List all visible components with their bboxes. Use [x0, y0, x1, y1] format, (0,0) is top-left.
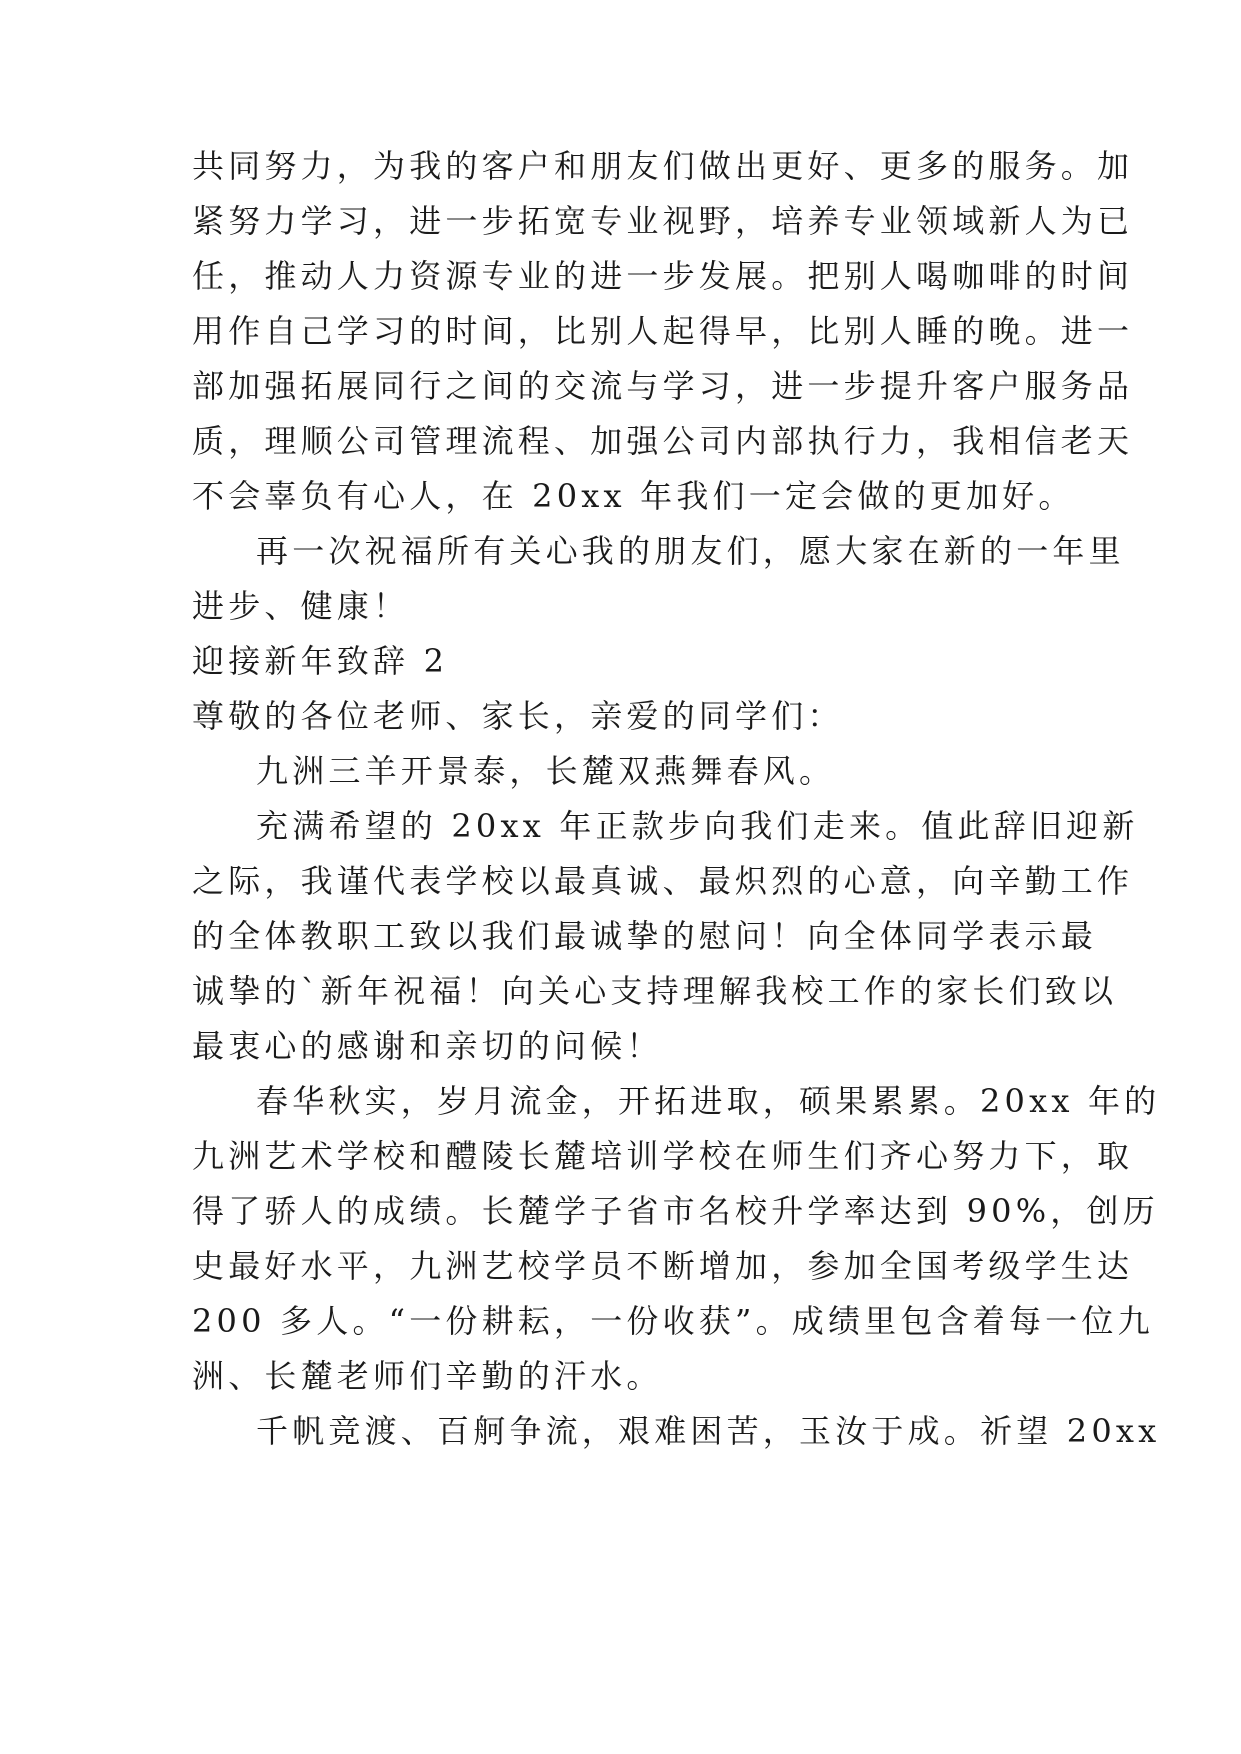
paragraph-line: 九洲三羊开景泰，长麓双燕舞春风。: [256, 752, 836, 790]
paragraph-line: 200 多人。“一份耕耘，一份收获”。成绩里包含着每一位九: [192, 1302, 1154, 1340]
paragraph-line: 洲、长麓老师们辛勤的汗水。: [192, 1357, 663, 1395]
paragraph-line: 史最好水平，九洲艺校学员不断增加，参加全国考级学生达: [192, 1247, 1134, 1285]
paragraph-line: 最衷心的感谢和亲切的问候！: [192, 1027, 663, 1065]
salutation: 尊敬的各位老师、家长，亲爱的同学们：: [192, 697, 844, 735]
paragraph-line: 任，推动人力资源专业的进一步发展。把别人喝咖啡的时间: [192, 257, 1134, 295]
paragraph-line: 再一次祝福所有关心我的朋友们，愿大家在新的一年里: [256, 532, 1125, 570]
paragraph-line: 九洲艺术学校和醴陵长麓培训学校在师生们齐心努力下，取: [192, 1137, 1134, 1175]
paragraph-line: 紧努力学习，进一步拓宽专业视野，培养专业领域新人为已: [192, 202, 1134, 240]
paragraph-line: 共同努力，为我的客户和朋友们做出更好、更多的服务。加: [192, 147, 1134, 185]
paragraph-line: 用作自己学习的时间，比别人起得早，比别人睡的晚。进一: [192, 312, 1134, 350]
paragraph-line: 得了骄人的成绩。长麓学子省市名校升学率达到 90%，创历: [192, 1192, 1159, 1230]
paragraph-line: 进步、健康！: [192, 587, 410, 625]
paragraph-line: 部加强拓展同行之间的交流与学习，进一步提升客户服务品: [192, 367, 1134, 405]
paragraph-line: 不会辜负有心人，在 20xx 年我们一定会做的更加好。: [192, 477, 1075, 515]
paragraph-line: 诚挚的`新年祝福！向关心支持理解我校工作的家长们致以: [192, 972, 1118, 1010]
section-heading: 迎接新年致辞 2: [192, 642, 449, 680]
paragraph-line: 充满希望的 20xx 年正款步向我们走来。值此辞旧迎新: [256, 807, 1139, 845]
paragraph-line: 春华秋实，岁月流金，开拓进取，硕果累累。20xx 年的: [256, 1082, 1161, 1120]
paragraph-line: 千帆竞渡、百舸争流，艰难困苦，玉汝于成。祈望 20xx: [256, 1412, 1161, 1450]
paragraph-line: 之际，我谨代表学校以最真诚、最炽烈的心意，向辛勤工作: [192, 862, 1134, 900]
paragraph-line: 的全体教职工致以我们最诚挚的慰问！向全体同学表示最: [192, 917, 1098, 955]
paragraph-line: 质，理顺公司管理流程、加强公司内部执行力，我相信老天: [192, 422, 1134, 460]
